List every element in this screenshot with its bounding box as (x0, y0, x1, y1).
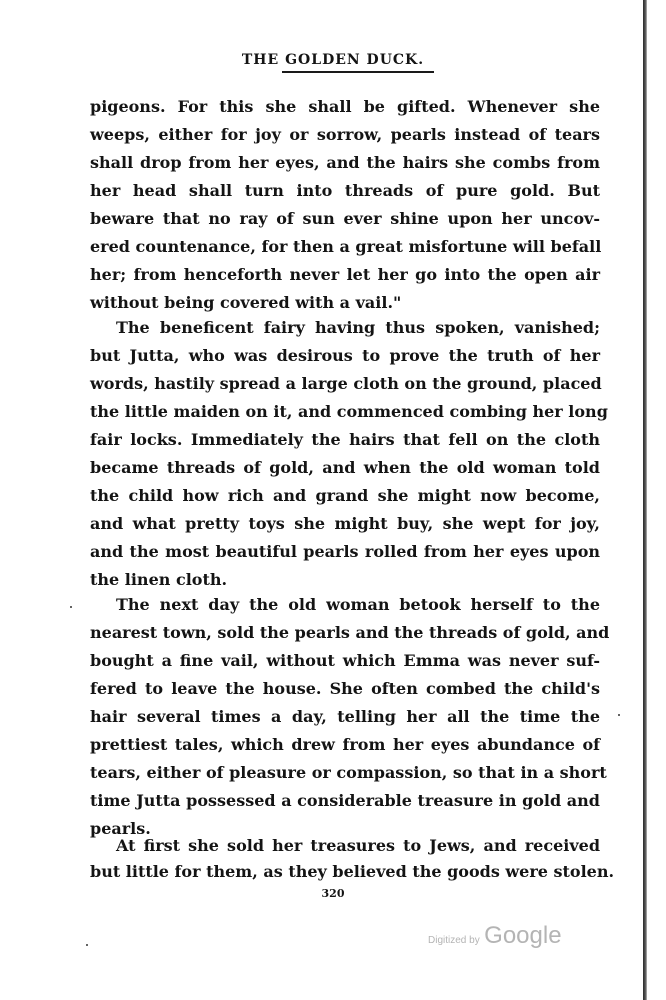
text-line: tears, either of pleasure or compassion, so that in a short (90, 763, 607, 782)
text-line: without being covered with a vail." (90, 293, 402, 312)
text-line: the child how rich and grand she might now become, (90, 486, 600, 505)
text-line: but little for them, as they believed the goods were stolen. (90, 862, 615, 881)
text-line: became threads of gold, and when the old woman told (90, 458, 600, 477)
text-line: the little maiden on it, and commenced combing her long (90, 402, 608, 421)
text-line: prettiest tales, which drew from her eyes abundance of (90, 735, 600, 754)
text-line: hair several times a day, telling her all the time the (90, 707, 600, 726)
running-head-rule (282, 71, 434, 73)
text-line: words, hastily spread a large cloth on the ground, placed (90, 374, 602, 393)
page-number: 320 (321, 887, 345, 900)
watermark-brand: Google (484, 922, 562, 949)
running-head: THE GOLDEN DUCK. (241, 52, 425, 68)
text-line: bought a fine vail, without which Emma was never suf- (90, 651, 600, 670)
scan-speck (86, 944, 88, 946)
scan-speck (618, 714, 620, 716)
text-line: fair locks. Immediately the hairs that fell on the cloth (90, 430, 600, 449)
scan-speck (70, 606, 72, 608)
text-line: her head shall turn into threads of pure gold. But (90, 181, 600, 200)
digitized-watermark (428, 922, 562, 950)
text-line: ered countenance, for then a great misfortune will befall (90, 237, 602, 256)
text-line: pigeons. For this she shall be gifted. Whenever she (90, 97, 600, 116)
text-line: time Jutta possessed a considerable treasure in gold and (90, 791, 600, 810)
text-line: weeps, either for joy or sorrow, pearls instead of tears (90, 125, 600, 144)
text-line: fered to leave the house. She often combed the child's (90, 679, 600, 698)
text-line: and the most beautiful pearls rolled from her eyes upon (90, 542, 600, 561)
text-line: the linen cloth. (90, 570, 228, 589)
paragraph-first-line: The next day the old woman betook herself to the (116, 595, 600, 614)
text-line: her; from henceforth never let her go into the open air (90, 265, 600, 284)
watermark-prefix: Digitized by (428, 935, 480, 946)
paragraph-first-line: At first she sold her treasures to Jews, and received (116, 836, 600, 855)
text-line: and what pretty toys she might buy, she wept for joy, (90, 514, 600, 533)
text-line: but Jutta, who was desirous to prove the truth of her (90, 346, 600, 365)
text-line: nearest town, sold the pearls and the threads of gold, and (90, 623, 610, 642)
paragraph-first-line: The beneficent fairy having thus spoken, vanished; (116, 318, 600, 337)
text-line: beware that no ray of sun ever shine upon her uncov- (90, 209, 600, 228)
text-line: shall drop from her eyes, and the hairs she combs from (90, 153, 600, 172)
text-line: pearls. (90, 819, 151, 838)
page-edge-shadow (643, 0, 647, 1000)
